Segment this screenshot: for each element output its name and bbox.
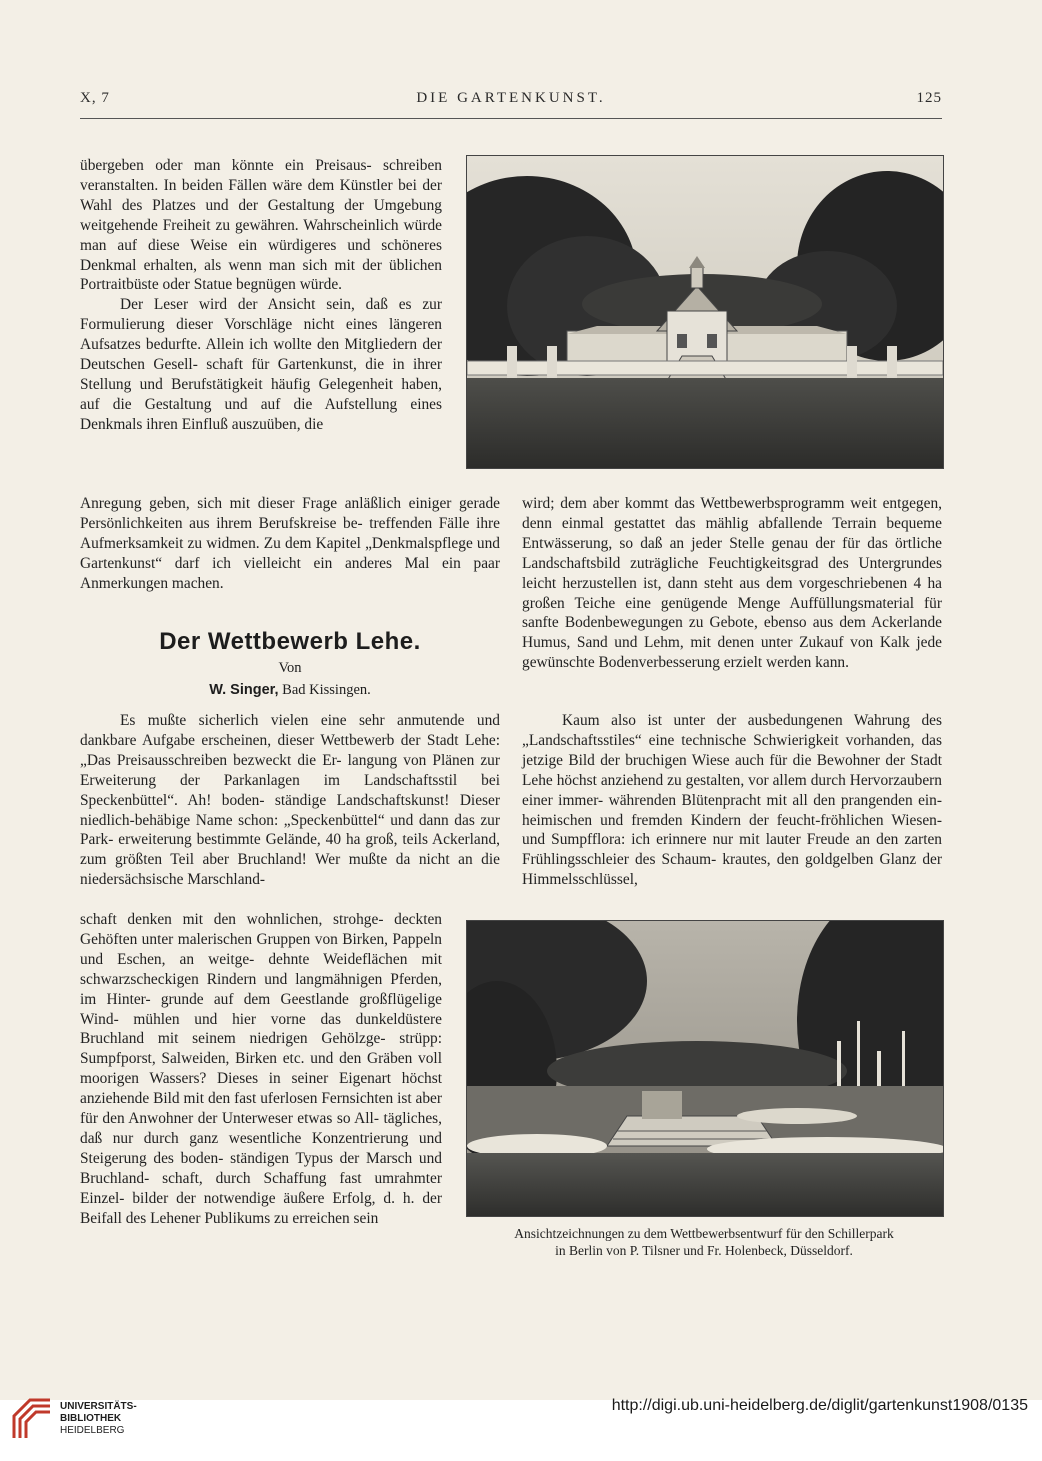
byline-von: Von bbox=[278, 660, 302, 676]
figure-pavilion-drawing bbox=[466, 155, 944, 469]
column-left-top bbox=[80, 156, 442, 435]
column-right-middle bbox=[522, 711, 942, 890]
library-logo[interactable] bbox=[10, 1393, 150, 1443]
column-left-middle bbox=[80, 711, 500, 890]
column-left-wide bbox=[80, 494, 500, 594]
figure-terrace-drawing bbox=[466, 920, 944, 1217]
caption-line: Ansichtzeichnungen zu dem Wettbewerbsentwurf für den Schillerpark bbox=[514, 1226, 894, 1241]
byline-author bbox=[80, 682, 500, 699]
column-right-top bbox=[522, 494, 942, 673]
paragraph: wird; dem aber kommt das Wettbewerbsprogramm weit entgegen, denn einmal gestattet das mählig abfallende Terrain bequeme Entwässerung, so daß an jeder Stelle genau der für das örtliche Landschaftsbild zuträgliche Feuchtigkeitsgrad des Untergrundes leicht herzustellen ist, dann steht aus dem vorgeschriebenen 4 ha großen Teiche eine genügende Menge Auffüllungsmaterial für sanfte Bodenbewegungen zu Gebote, ebenso aus dem Ackerlande Humus, Sand und Lehm, mit denen unter Zukauf von Kalk jede gewünschte Bodenverbesserung erzielt werden kann. bbox=[522, 495, 942, 672]
journal-title: DIE GARTENKUNST. bbox=[416, 90, 606, 106]
article-title: Der Wettbewerb Lehe. bbox=[159, 628, 421, 655]
page-number: 125 bbox=[916, 90, 942, 106]
paragraph: Es mußte sicherlich vielen eine sehr anmutende und dankbare Aufgabe erscheinen, dieser Wettbewerb der Stadt Lehe: „Das Preisausschreiben bezweckt die Er- langung von Plänen zur Erweiterung der Parkanlagen im Landschaftsstil bei Speckenbüttel“. Ah! boden- ständige Landschaftskunst! Dieser niedlich-behäbige Name schon: „Speckenbüttel“ und dann das zur Park- erweiterung bestimmte Gelände, 40 ha groß, teils Ackerland, zum größten Teil aber Bruchland! Wer mußte da nicht an die niedersächsische Marschland- bbox=[80, 712, 500, 889]
header-rule bbox=[80, 118, 942, 119]
source-url-link[interactable]: http://digi.ub.uni-heidelberg.de/diglit/gartenkunst1908/0135 bbox=[611, 1397, 1028, 1414]
library-name-line: HEIDELBERG bbox=[60, 1425, 125, 1436]
paragraph: schaft denken mit den wohnlichen, strohge- deckten Gehöften unter malerischen Gruppen von Birken, Pappeln und Eschen, an weitge- dehnte Weideflächen mit schwarzscheckigen Rindern und langmähnigen Pferden, im Hinter- grunde auf dem Geestlande großflügelige Wind- mühlen und hier vorne das dunkeldüstere Bruchland mit seinem niedrigen Gehölzge- strüpp: Sumpfporst, Salweiden, Birken etc. und den Gräben voll moorigen Wassers? Dieses in seiner Eigenart höchst anziehende Bild mit den fast uferlosen Fernsichten ist aber für den Anwohner der Unterweser etwas so All- tägliches, daß nur durch ganz wesentliche Konzentrierung und Steigerung des boden- ständigen Typus der Marsch und Bruchland- schaft, durch Schaffung fast umrahmter Einzel- bilder der notwendige äußere Erfolg, d. h. der Beifall des Lehener Publikums zu erreichen sein bbox=[80, 911, 442, 1227]
library-logo-icon bbox=[10, 1396, 54, 1442]
library-name bbox=[60, 1401, 137, 1437]
paragraph: Anregung geben, sich mit dieser Frage anläßlich einiger gerade Persönlichkeiten aus ihrem Berufskreise be- treffenden Fälle ihre Aufmerksamkeit zu widmen. Zu dem Kapitel „Denkmalspflege und Gartenkunst“ darf ich vielleicht ein anderes Mal ein paar Anmerkungen machen. bbox=[80, 495, 500, 592]
library-name-line: UNIVERSITÄTS- bbox=[60, 1401, 137, 1412]
author-location: Bad Kissingen. bbox=[282, 682, 371, 698]
paragraph: Der Leser wird der Ansicht sein, daß es zur Formulierung dieser Vorschläge nicht eines längeren Aufsatzes bedurfte. Allein ich wollte den Mitgliedern der Deutschen Gesell- schaft für Gartenkunst, die in ihrer Stellung und Berufstätigkeit häufig Gelegenheit haben, auf die Gestaltung und auf die Aufstellung eines Denkmals ihren Einfluß auszuüben, die bbox=[80, 296, 442, 433]
caption-line: in Berlin von P. Tilsner und Fr. Holenbeck, Düsseldorf. bbox=[555, 1243, 853, 1258]
author-name: W. Singer, bbox=[209, 682, 279, 698]
paragraph: übergeben oder man könnte ein Preisaus- schreiben veranstalten. In beiden Fällen wäre dem Künstler bei der Wahl des Platzes und der Gestaltung der Umgebung weitgehende Freiheit zu gewähren. Wahrscheinlich würde man auf diese Weise ein würdigeres und schöneres Denkmal erhalten, als wenn man sich mit der üblichen Portraitbüste oder Statue begnügen würde. bbox=[80, 157, 442, 294]
running-header bbox=[80, 90, 942, 112]
library-name-line: BIBLIOTHEK bbox=[60, 1413, 122, 1424]
column-left-bottom bbox=[80, 910, 442, 1229]
paragraph: Kaum also ist unter der ausbedungenen Wahrung des „Landschaftsstiles“ eine technische Schwierigkeit vorhanden, das jetzige Bild der bruchigen Wiese auch für die Bewohner der Stadt Lehe höchst anziehend zu gestalten, vor allem durch Hervorzaubern einer immer- währenden Blütenpracht mit all den prangenden ein- heimischen und fremden Kindern der feucht-fröhlichen Wiesen- und Sumpfflora: ich erinnere nur mit lauter Freude an den zarten Frühlingsschleier des Schaum- krautes, den goldgelben Glanz der Himmelsschlüssel, bbox=[522, 712, 942, 889]
figure-caption bbox=[465, 1225, 943, 1259]
volume-label: X, 7 bbox=[80, 90, 110, 106]
